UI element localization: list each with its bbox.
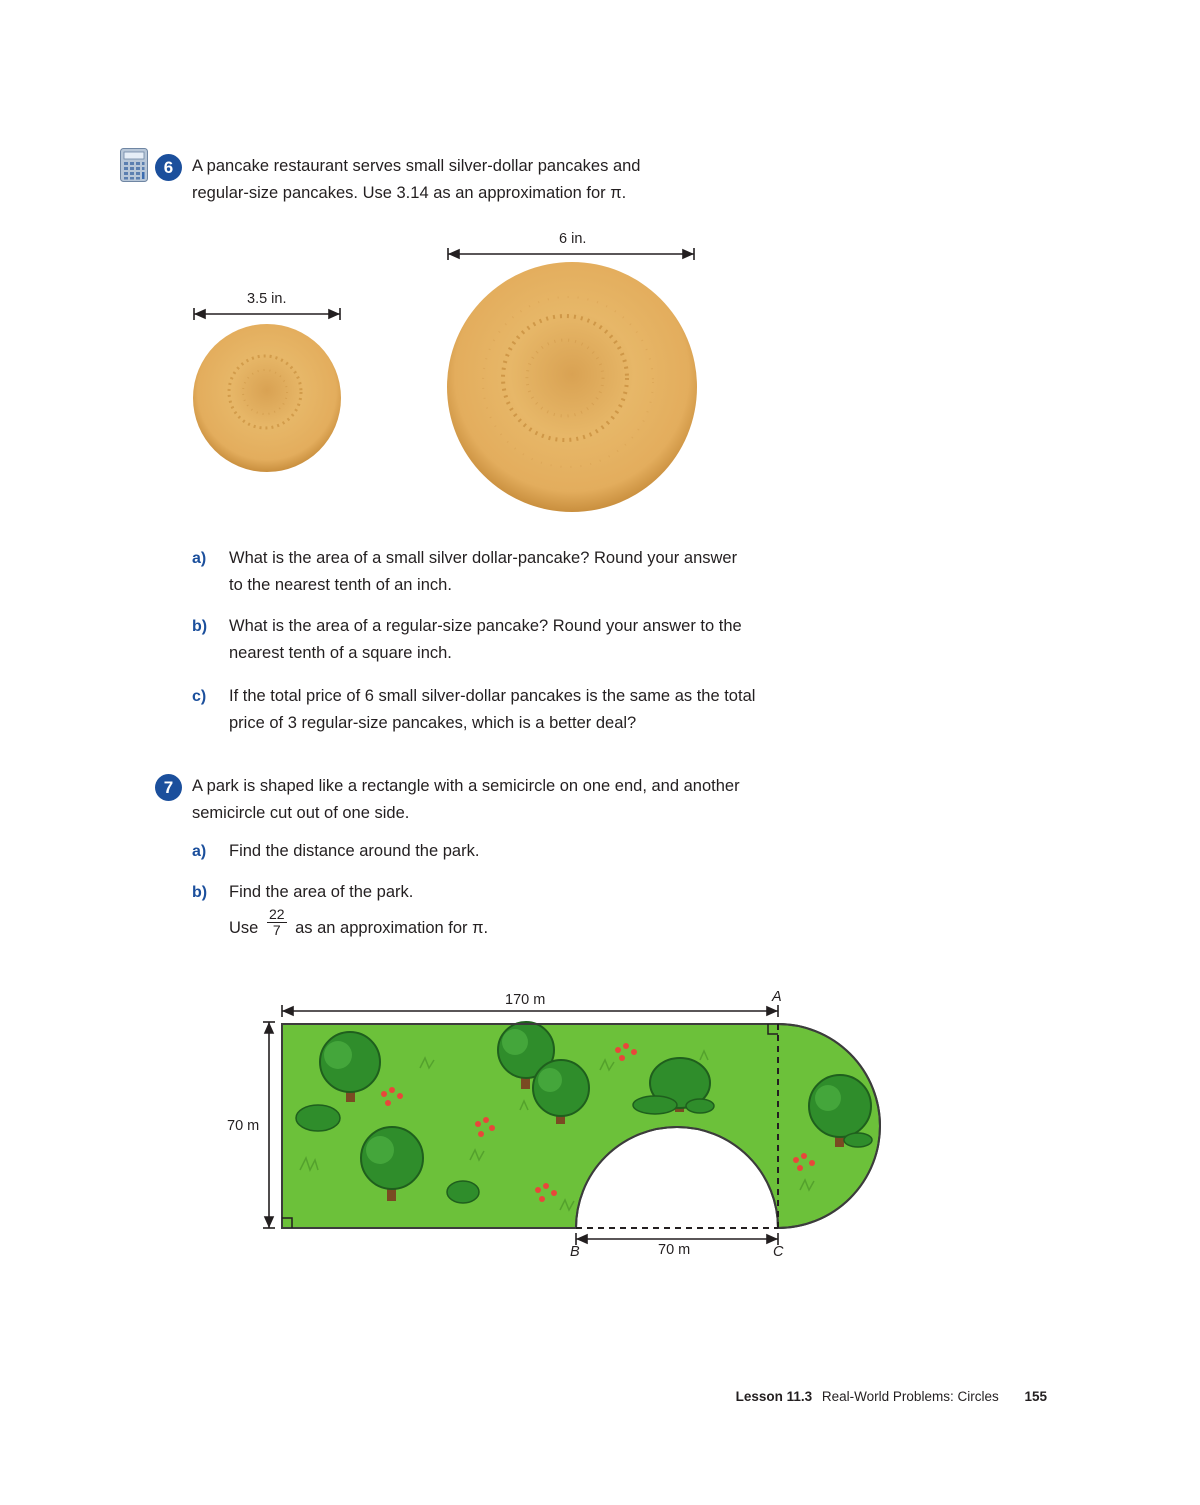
- q6-part-c-line2: price of 3 regular-size pancakes, which is a better deal?: [229, 714, 637, 732]
- point-b-label: B: [570, 1244, 580, 1260]
- q7-part-a-label: a): [192, 843, 207, 860]
- q7-part-b-text: Find the area of the park.: [229, 883, 414, 901]
- q6-part-c-line1: If the total price of 6 small silver-dollar pancakes is the same as the total: [229, 687, 756, 705]
- large-pancake-diameter-label: 6 in.: [559, 231, 587, 247]
- page-footer: [736, 1389, 1047, 1404]
- q6-part-b-label: b): [192, 618, 208, 635]
- page-number: 155: [1024, 1389, 1047, 1404]
- q6-intro-line1: A pancake restaurant serves small silver-dollar pancakes and: [192, 157, 641, 175]
- point-a-label: A: [772, 989, 782, 1005]
- fraction-denominator: 7: [272, 922, 281, 939]
- bush-icon: [296, 1105, 340, 1131]
- footer-lesson: Lesson 11.3: [735, 1389, 813, 1404]
- q6-part-b-line2: nearest tenth of a square inch.: [229, 644, 452, 662]
- fraction-numerator: 22: [268, 906, 285, 923]
- left-dimension-arrow: [263, 1022, 275, 1228]
- small-pancake-diameter-label: 3.5 in.: [247, 291, 287, 307]
- park-width-label: 70 m: [227, 1118, 260, 1134]
- semicircle-diameter-label: 70 m: [658, 1242, 691, 1258]
- q6-intro-line2: regular-size pancakes. Use 3.14 as an approximation for π.: [192, 184, 627, 202]
- q6-part-a-line2: to the nearest tenth of an inch.: [229, 576, 452, 594]
- use-suffix: as an approximation for π.: [295, 919, 489, 937]
- use-prefix: Use: [229, 919, 259, 937]
- q7-intro-line2: semicircle cut out of one side.: [192, 804, 410, 822]
- question-7-badge: 7: [155, 774, 182, 801]
- park-length-label: 170 m: [505, 992, 546, 1008]
- question-6-badge: 6: [155, 154, 182, 181]
- q6-part-b-line1: What is the area of a regular-size pancake? Round your answer to the: [229, 617, 742, 635]
- q6-part-c-label: c): [192, 688, 207, 705]
- q6-part-a-line1: What is the area of a small silver dollar-pancake? Round your answer: [229, 549, 738, 567]
- q6-part-a-label: a): [192, 550, 207, 567]
- q7-intro-line1: A park is shaped like a rectangle with a semicircle on one end, and another: [192, 777, 740, 795]
- bush-icon: [447, 1181, 479, 1203]
- point-c-label: C: [773, 1244, 784, 1260]
- q7-part-a-text: Find the distance around the park.: [229, 842, 480, 860]
- q7-part-b-label: b): [192, 884, 208, 901]
- footer-title: Real-World Problems: Circles: [821, 1389, 999, 1404]
